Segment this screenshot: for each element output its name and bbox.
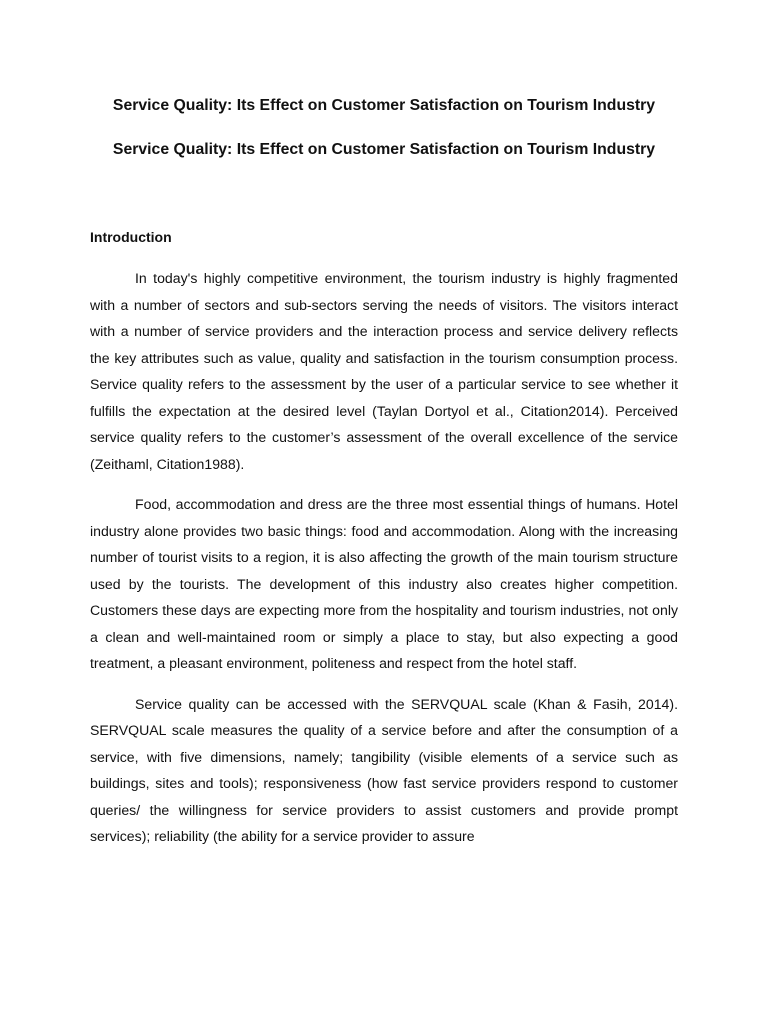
paragraph-intro-2: Food, accommodation and dress are the three most essential things of humans. Hotel industry alone provides two basic things: food and accommodation. Along with the increasing number of tourist visits to a region, it is also affecting the growth of the main tourism structure used by the tourists. The development of this industry also creates higher competition. Customers these days are expecting more from the hospitality and tourism industries, not only a clean and well-maintained room or simply a place to stay, but also expecting a good treatment, a pleasant environment, politeness and respect from the hotel staff.	[90, 496, 678, 671]
document-body	[90, 90, 678, 850]
document-title-repeat: Service Quality: Its Effect on Customer Satisfaction on Tourism Industry	[112, 141, 656, 158]
paragraph-intro-1: In today's highly competitive environment, the tourism industry is highly fragmented with a number of sectors and sub-sectors serving the needs of visitors. The visitors interact with a number of service providers and the interaction process and service delivery reflects the key attributes such as value, quality and satisfaction in the tourism consumption process. Service quality refers to the assessment by the user of a particular service to see whether it fulfills the expectation at the desired level (Taylan Dortyol et al., Citation2014). Perceived service quality refers to the customer’s assessment of the overall excellence of the service (Zeithaml, Citation1988).	[90, 270, 678, 472]
section-heading-introduction: Introduction	[90, 229, 172, 245]
document-title: Service Quality: Its Effect on Customer Satisfaction on Tourism Industry	[112, 97, 656, 114]
paragraph-intro-3: Service quality can be accessed with the SERVQUAL scale (Khan & Fasih, 2014). SERVQUAL scale measures the quality of a service before and after the consumption of a service, with five dimensions, namely; tangibility (visible elements of a service such as buildings, sites and tools); responsiveness (how fast service providers respond to customer queries/ the willingness for service providers to assist customers and provide prompt services); reliability (the ability for a service provider to assure	[90, 695, 678, 844]
